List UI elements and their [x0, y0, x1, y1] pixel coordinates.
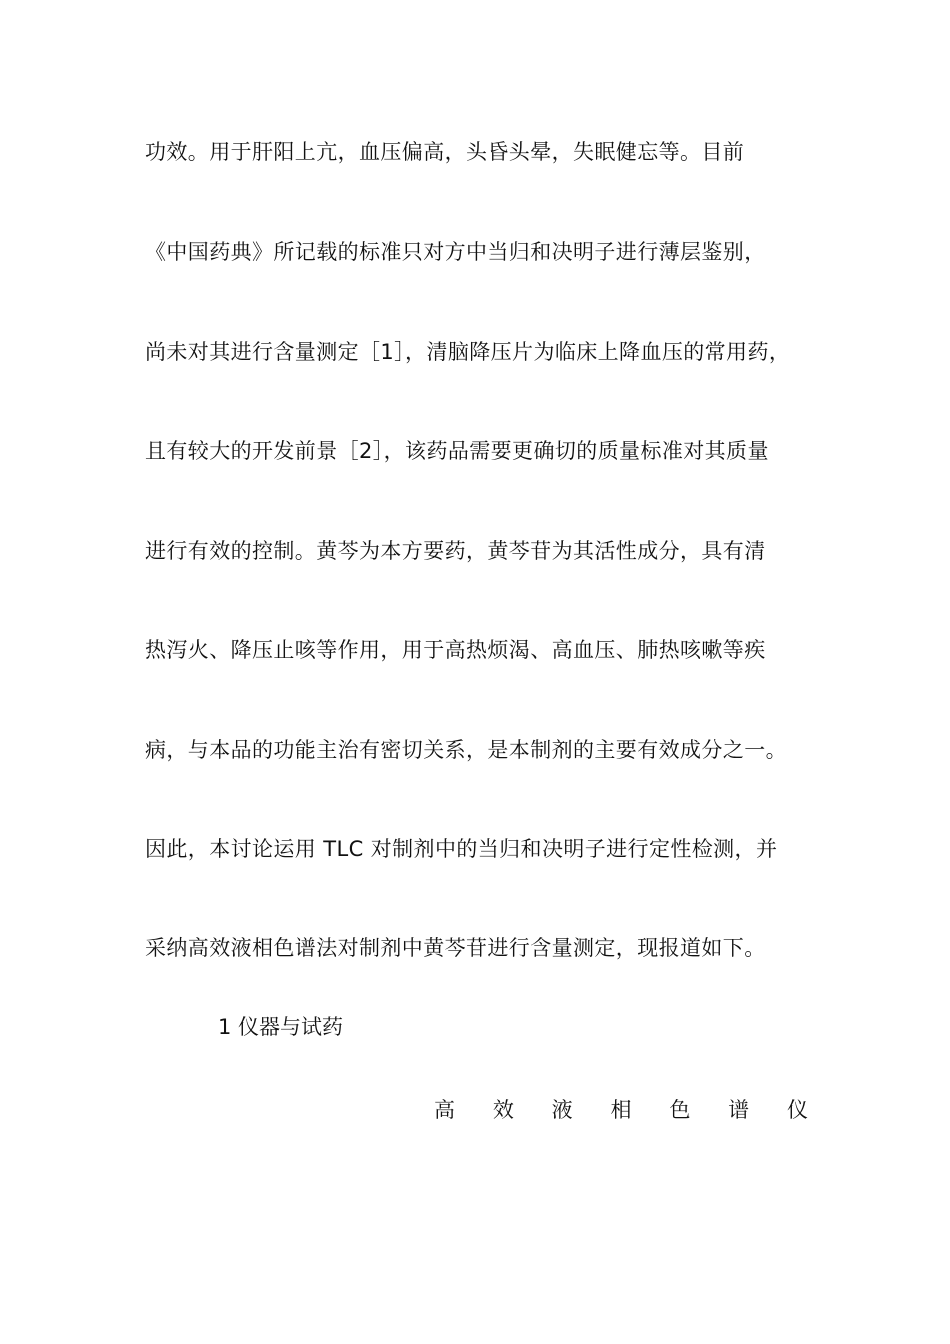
paragraph-line-9: 采纳高效液相色谱法对制剂中黄芩苷进行含量测定，现报道如下。: [145, 936, 766, 960]
spaced-char: 色: [669, 1098, 691, 1122]
paragraph-line-6: 热泻火、降压止咳等作用，用于高热烦渴、高血压、肺热咳嗽等疾: [145, 638, 766, 662]
paragraph-line-1: 功效。用于肝阳上亢，血压偏高，头昏头晕，失眠健忘等。目前: [145, 140, 745, 164]
spaced-char: 仪: [786, 1098, 808, 1122]
paragraph-line-8: 因此，本讨论运用 TLC 对制剂中的当归和决明子进行定性检测，并: [145, 837, 778, 861]
paragraph-line-7: 病，与本品的功能主治有密切关系，是本制剂的主要有效成分之一。: [145, 738, 787, 762]
spaced-char: 液: [551, 1098, 573, 1122]
spaced-char: 谱: [728, 1098, 750, 1122]
section-heading: 1 仪器与试药: [218, 1015, 344, 1039]
spaced-text-line: [434, 1096, 808, 1124]
spaced-char: 相: [610, 1098, 632, 1122]
paragraph-line-3: 尚未对其进行含量测定［1］，清脑降压片为临床上降血压的常用药，: [145, 340, 791, 364]
paragraph-line-2: 《中国药典》所记载的标准只对方中当归和决明子进行薄层鉴别，: [145, 240, 766, 264]
paragraph-line-4: 且有较大的开发前景［2］，该药品需要更确切的质量标准对其质量: [145, 439, 769, 463]
spaced-char: 效: [492, 1098, 514, 1122]
spaced-char: 高: [434, 1098, 455, 1122]
paragraph-line-5: 进行有效的控制。黄芩为本方要药，黄芩苷为其活性成分，具有清: [145, 539, 766, 563]
